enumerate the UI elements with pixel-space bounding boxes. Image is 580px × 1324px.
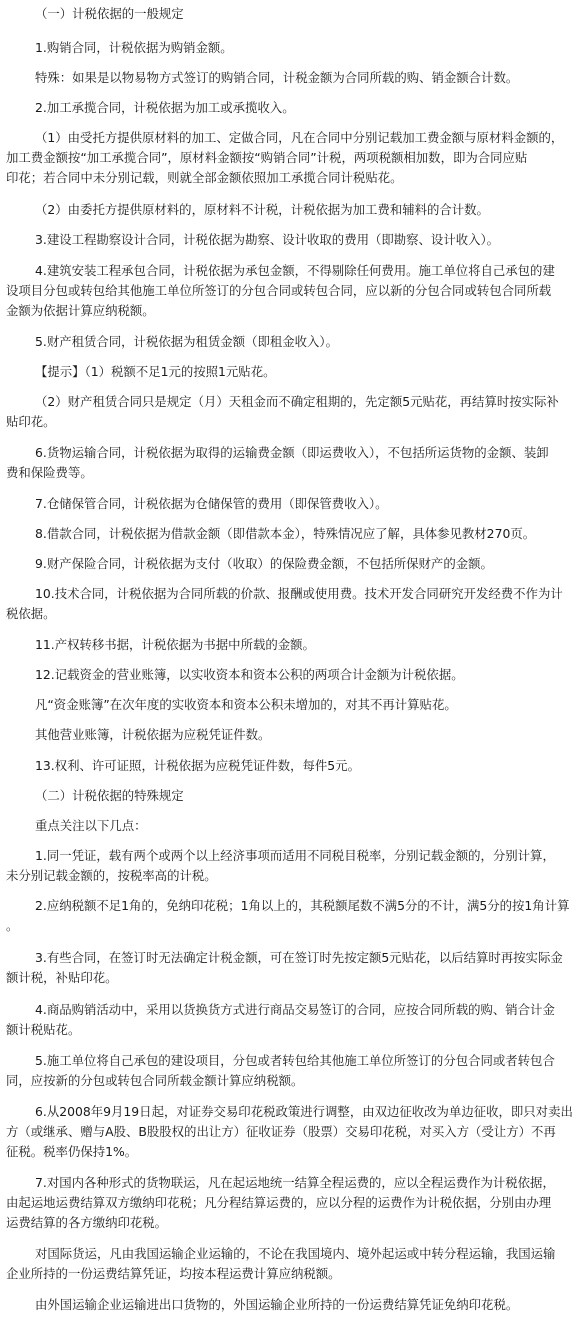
- paragraph-line: 5.财产租赁合同，计税依据为租赁金额（即租金收入）。: [35, 334, 338, 349]
- paragraph-line: 重点关注以下几点：: [35, 818, 147, 833]
- paragraph-line: 由起运地运费结算双方缴纳印花税；凡分程结算运费的，应以分程的运费作为计税依据，分别由办理: [6, 1195, 552, 1210]
- paragraph-line: 6.货物运输合同，计税依据为取得的运输费金额（即运费收入），不包括所运货物的金额、装卸: [35, 445, 549, 460]
- paragraph-line: 5.施工单位将自己承包的建设项目，分包或者转包给其他施工单位所签订的分包合同或者转包合: [35, 1053, 555, 1068]
- paragraph-line: 加工费金额按“加工承揽合同”，原材料金额按“购销合同”计税，两项税额相加数，即为合同应贴: [6, 150, 528, 165]
- section-heading-special: （二）计税依据的特殊规定: [35, 788, 184, 803]
- paragraph-line: 印花；若合同中未分别记载，则就全部金额依照加工承揽合同计税贴花。: [6, 170, 403, 185]
- paragraph-line: 设项目分包或转包给其他施工单位所签订的分包合同或转包合同，应以新的分包合同或转包合同所载: [6, 283, 552, 298]
- paragraph-line: 4.建筑安装工程承包合同，计税依据为承包金额，不得剔除任何费用。施工单位将自己承包的建: [35, 263, 555, 278]
- paragraph-line: 7.对国内各种形式的货物联运，凡在起运地统一结算全程运费的，应以全程运费作为计税依据，: [35, 1175, 555, 1190]
- paragraph-line: 4.商品购销活动中，采用以货换货方式进行商品交易签订的合同，应按合同所载的购、销合计金: [35, 1002, 555, 1017]
- paragraph-line: 8.借款合同，计税依据为借款金额（即借款本金），特殊情况应了解，具体参见教材270页。: [35, 526, 536, 541]
- paragraph-line: 9.财产保险合同，计税依据为支付（收取）的保险费金额，不包括所保财产的金额。: [35, 556, 493, 571]
- paragraph-line: 方（或继承、赠与A股、B股股权的出让方）征收证券（股票）交易印花税，对买入方（受让方）不再: [6, 1124, 556, 1139]
- paragraph-line: 1.购销合同，计税依据为购销金额。: [35, 40, 233, 55]
- paragraph-line: （2）由委托方提供原材料的，原材料不计税，计税依据为加工费和辅料的合计数。: [35, 202, 489, 217]
- paragraph-line: 2.应纳税额不足1角的，免纳印花税；1角以上的，其税额尾数不满5分的不计，满5分的按1角计算: [35, 898, 570, 913]
- paragraph-line: 1.同一凭证，载有两个或两个以上经济事项而适用不同税目税率，分别记载金额的，分别计算，: [35, 848, 555, 863]
- paragraph-line: 同，应按新的分包或转包合同所载金额计算应纳税额。: [6, 1073, 304, 1088]
- paragraph-line: 10.技术合同，计税依据为合同所载的价款、报酬或使用费。技术开发合同研究开发经费不作为计: [35, 586, 563, 601]
- paragraph-line: 对国际货运，凡由我国运输企业运输的，不论在我国境内、境外起运或中转分程运输，我国运输: [35, 1246, 556, 1261]
- paragraph-line: 3.有些合同，在签订时无法确定计税金额，可在签订时先按定额5元贴花，以后结算时再按实际金: [35, 950, 563, 965]
- paragraph-line: 金额为依据计算应纳税额。: [6, 303, 155, 318]
- paragraph-line: 7.仓储保管合同，计税依据为仓储保管的费用（即保管费收入）。: [35, 496, 388, 511]
- paragraph-line: 运费结算的各方缴纳印花税。: [6, 1215, 168, 1230]
- paragraph-line: （1）由受托方提供原材料的加工、定做合同，凡在合同中分别记载加工费金额与原材料金额的，: [35, 130, 564, 145]
- paragraph-line: 13.权利、许可证照，计税依据为应税凭证件数，每件5元。: [35, 758, 360, 773]
- paragraph-line: 凡“资金账簿”在次年度的实收资本和资本公积未增加的，对其不再计算贴花。: [35, 697, 457, 712]
- paragraph-line: 其他营业账簿，计税依据为应税凭证件数。: [35, 727, 271, 742]
- paragraph-line: 3.建设工程勘察设计合同，计税依据为勘察、设计收取的费用（即勘察、设计收入）。: [35, 232, 500, 247]
- paragraph-line: 6.从2008年9月19日起，对证券交易印花税政策进行调整，由双边征收改为单边征收，即只对卖出: [35, 1104, 573, 1119]
- section-heading-general: （一）计税依据的一般规定: [35, 6, 184, 21]
- paragraph-line: 费和保险费等。: [6, 465, 93, 480]
- paragraph-line: 11.产权转移书据，计税依据为书据中所载的金额。: [35, 637, 315, 652]
- paragraph-line: 由外国运输企业运输进出口货物的，外国运输企业所持的一份运费结算凭证免纳印花税。: [35, 1297, 519, 1312]
- paragraph-line: 额计税贴花。: [6, 1022, 81, 1037]
- paragraph-line: 征税。税率仍保持1%。: [6, 1144, 138, 1159]
- paragraph-line: 。: [6, 918, 19, 933]
- paragraph-line: 贴印花。: [6, 414, 56, 429]
- paragraph-line: 企业所持的一份运费结算凭证，均按本程运费计算应纳税额。: [6, 1266, 341, 1281]
- paragraph-line: 税依据。: [6, 606, 56, 621]
- paragraph-line: （2）财产租赁合同只是规定（月）天租金而不确定租期的，先定额5元贴花，再结算时按实际补: [35, 394, 559, 409]
- paragraph-line: 额计税，补贴印花。: [6, 970, 118, 985]
- paragraph-line: 特殊：如果是以物易物方式签订的购销合同，计税金额为合同所载的购、销金额合计数。: [35, 70, 519, 85]
- paragraph-line: 2.加工承揽合同，计税依据为加工或承揽收入。: [35, 100, 295, 115]
- paragraph-line: 12.记载资金的营业账簿，以实收资本和资本公积的两项合计金额为计税依据。: [35, 667, 464, 682]
- paragraph-line: 未分别记载金额的，按税率高的计税。: [6, 868, 217, 883]
- tip-line: 【提示】（1）税额不足1元的按照1元贴花。: [35, 364, 276, 379]
